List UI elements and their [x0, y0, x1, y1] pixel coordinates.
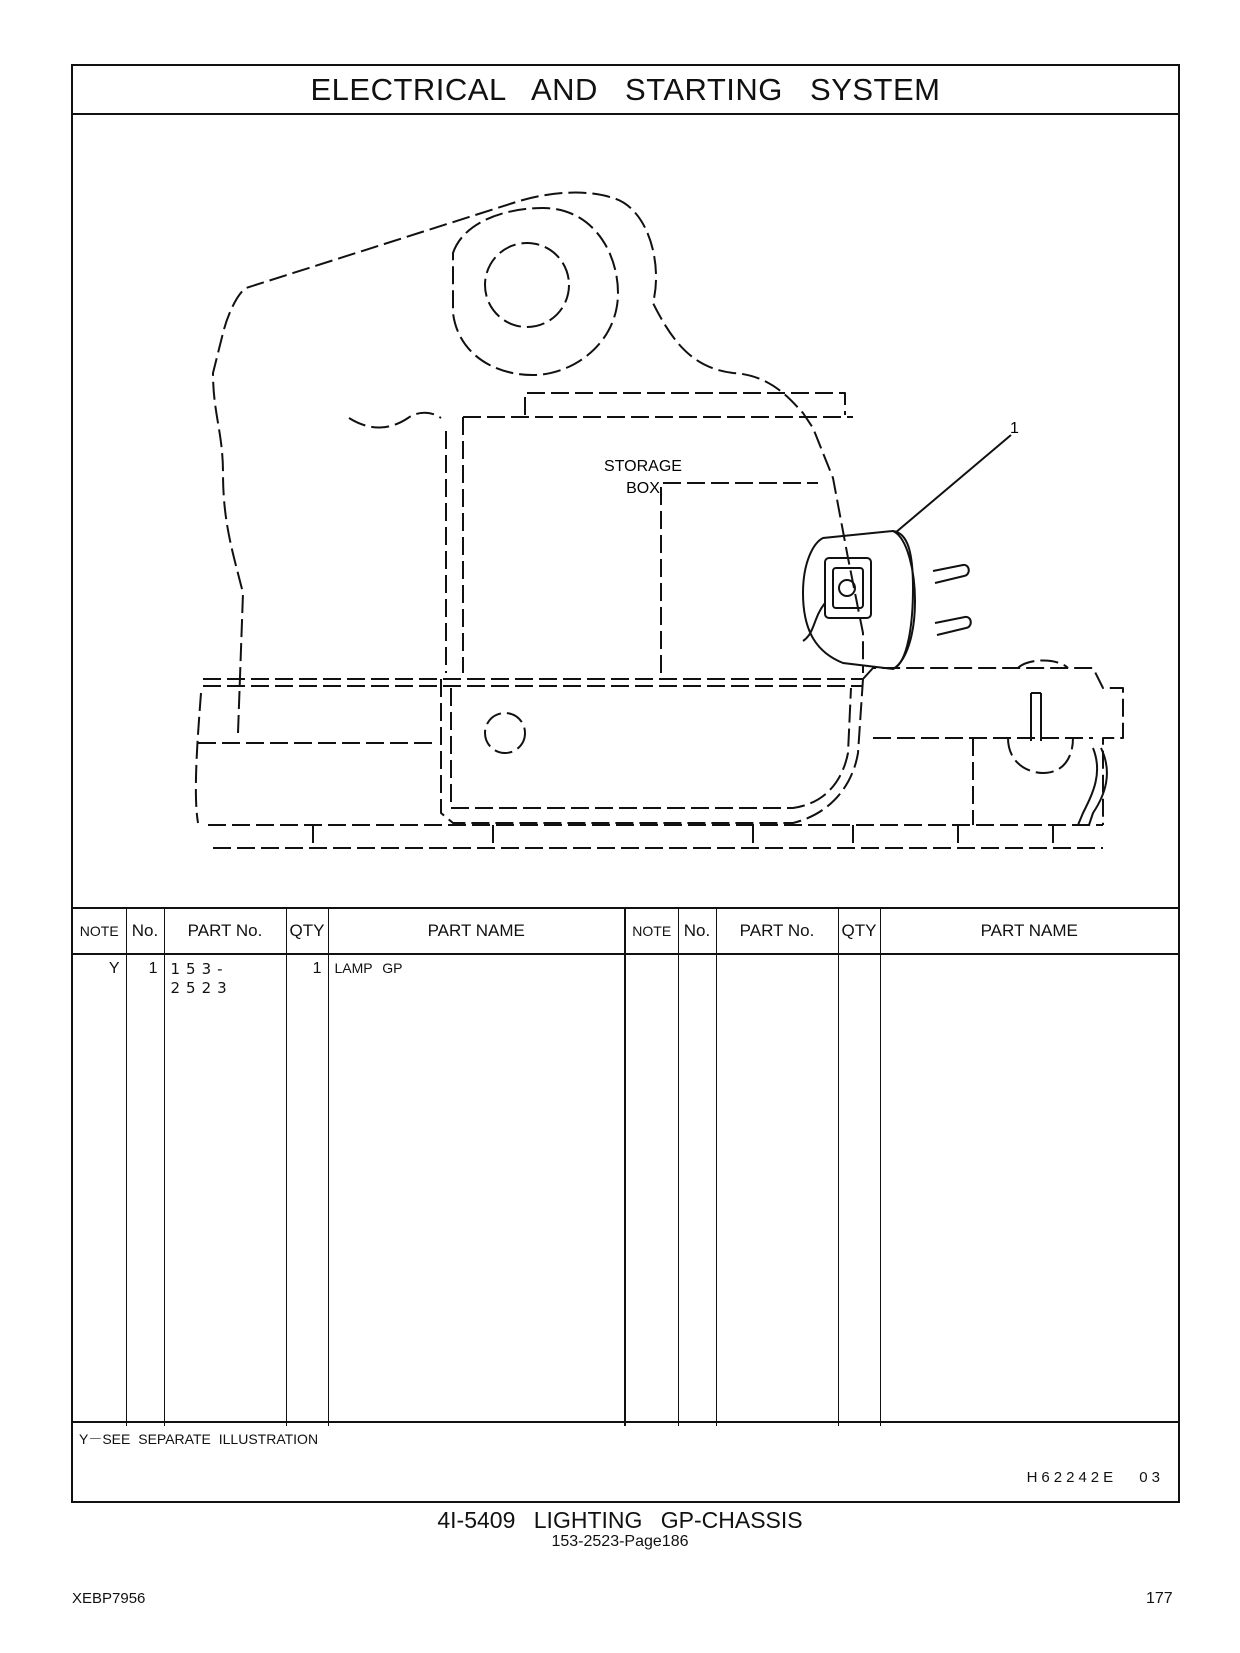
lamp-lens-edge — [893, 531, 915, 669]
tank-inner — [451, 688, 851, 808]
header-part-name-right: PART NAME — [880, 908, 1178, 954]
caption-subtitle: 153-2523-Page186 — [551, 1533, 689, 1550]
right-hub — [1008, 738, 1073, 773]
header-part-no: PART No. — [164, 908, 286, 954]
side-slot-lower — [935, 617, 971, 635]
section-title-band — [73, 66, 1178, 115]
left-cut-line — [349, 413, 441, 428]
empty-cell — [678, 954, 716, 1426]
right-hub-top — [1018, 661, 1068, 669]
row-part-name-cell — [328, 954, 625, 1426]
row-part-name: LAMP GP — [334, 960, 403, 976]
row-part-no: 153-2523 — [170, 960, 233, 997]
document-id: XEBP7956 — [72, 1590, 146, 1607]
storage-label-line1: STORAGE — [604, 458, 682, 475]
upper-hub-circle — [485, 243, 569, 327]
parts-page-frame — [71, 64, 1180, 1503]
lamp-bolt — [839, 580, 855, 596]
header-part-name: PART NAME — [328, 908, 625, 954]
header-no-right: No. — [678, 908, 716, 954]
right-bracket — [863, 668, 1123, 825]
row-note: Y — [108, 960, 120, 977]
left-contour — [196, 693, 201, 823]
lamp-housing — [803, 531, 913, 669]
header-note-right: NOTE — [625, 908, 678, 954]
right-pin — [1031, 693, 1041, 741]
empty-cell — [625, 954, 678, 1426]
header-qty: QTY — [286, 908, 328, 954]
callout-leader — [895, 435, 1011, 533]
caption — [0, 1507, 1240, 1551]
tank-port — [485, 713, 525, 753]
bottom-ticks — [313, 825, 1053, 848]
side-slot-upper — [933, 565, 969, 583]
header-qty-right: QTY — [838, 908, 880, 954]
page-number: 177 — [1146, 1590, 1173, 1607]
header-no: No. — [126, 908, 164, 954]
row-qty: 1 — [286, 954, 328, 1426]
footnote: Y－SEE SEPARATE ILLUSTRATION — [79, 1431, 319, 1447]
storage-label-line2: BOX — [626, 480, 660, 497]
empty-cell — [838, 954, 880, 1426]
empty-cell — [880, 954, 1178, 1426]
tank-outline — [441, 679, 863, 823]
table-header-row — [73, 908, 1178, 954]
lamp-bracket — [661, 483, 818, 673]
body-outline — [213, 193, 863, 733]
header-part-no-right: PART No. — [716, 908, 838, 954]
upper-hub-outline — [453, 208, 618, 375]
callout-number: 1 — [1010, 420, 1019, 437]
drawing-number: H62242E 03 — [1026, 1469, 1164, 1486]
top-cap — [525, 393, 845, 415]
parts-illustration — [73, 113, 1178, 907]
row-no: 1 — [126, 954, 164, 1426]
lamp-mount-inner — [833, 568, 863, 608]
section-title: ELECTRICAL AND STARTING SYSTEM — [310, 72, 941, 107]
parts-table — [73, 907, 1178, 1426]
empty-cell — [716, 954, 838, 1426]
row-part-no-cell — [164, 954, 286, 1426]
table-row — [73, 954, 1178, 1426]
table-footer — [73, 1421, 1178, 1501]
caption-title: 4I-5409 LIGHTING GP-CHASSIS — [437, 1507, 803, 1533]
header-note: NOTE — [73, 908, 126, 954]
